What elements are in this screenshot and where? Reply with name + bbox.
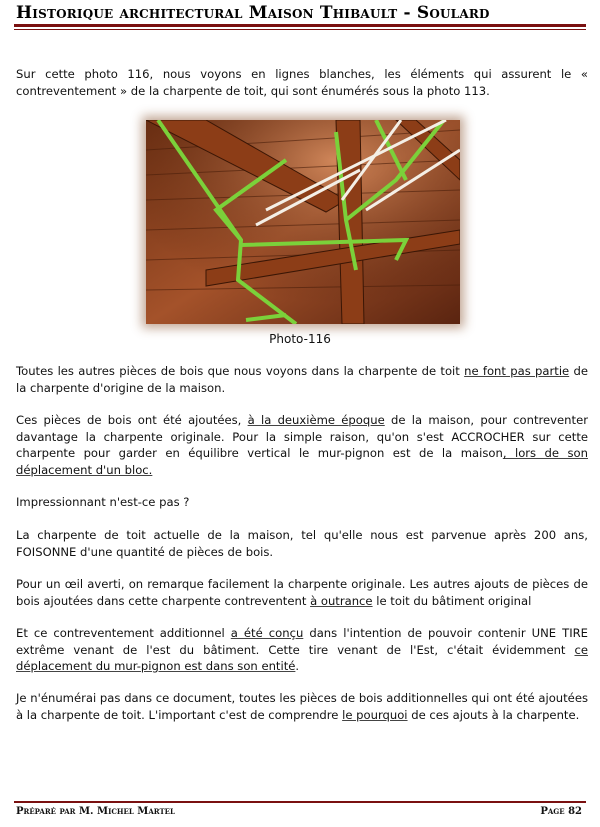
p5-text-a: Pour un œil averti, on remarque facilement la charpente originale. Les autres ajouts de pièces de bois ajoutées dans cette charpente contreventent — [16, 577, 588, 608]
paragraph-6 — [16, 625, 588, 675]
p7-text-a: Je n'énumérai pas dans ce document, toutes les pièces de bois additionnelles qui ont été ajoutées à la charpente de toit. L'important c'est de comprendre — [16, 691, 588, 722]
p2-underline-2: , lors de son déplacement d'un bloc. — [16, 446, 588, 477]
paragraph-5 — [16, 576, 588, 609]
intro-paragraph: Sur cette photo 116, nous voyons en lignes blanches, les éléments qui assurent le « contreventement » de la charpente de toit, qui sont énumérés sous la photo 113. — [16, 67, 588, 98]
p2-text-a: Ces pièces de bois ont été ajoutées, — [16, 413, 248, 427]
photo-caption: Photo-116 — [269, 332, 331, 346]
page-header-title: Historique architectural Maison Thibault - Soulard — [16, 3, 490, 23]
p7-text-b: de ces ajouts à la charpente. — [407, 707, 580, 722]
footer-author: Préparé par M. Michel Martel — [16, 806, 175, 817]
paragraph-1 — [16, 363, 588, 396]
paragraph-4: La charpente de toit actuelle de la maison, tel qu'elle nous est parvenue après 200 ans, FOISONNE d'une quantité de pièces de bois. — [16, 528, 588, 559]
roof-frame-photo — [146, 120, 460, 324]
p6-text-c: . — [295, 659, 300, 673]
p2-text-b: de la maison, pour contreventer davantage la charpente originale. Pour la simple raison, qu'on s'est ACCROCHER sur cette charpente pour garder en équilibre vertical le mur-pignon est de la maison — [16, 413, 588, 460]
p6-text-a: Et ce contreventement additionnel — [16, 626, 231, 640]
footer-rule — [14, 801, 586, 803]
p5-underline: à outrance — [310, 593, 373, 608]
header-rule-thin — [14, 29, 586, 30]
p6-underline-2: ce déplacement du mur-pignon est dans son entité — [16, 642, 588, 673]
paragraph-3: Impressionnant n'est-ce pas ? — [16, 495, 190, 509]
footer-page-number: Page 82 — [540, 806, 582, 817]
p6-text-b: dans l'intention de pouvoir contenir UNE TIRE extrême venant de l'est du bâtiment. Cette tire venant de l'Est, c'était évidemment — [16, 626, 589, 657]
p1-text-b: de la charpente d'origine de la maison. — [16, 364, 588, 395]
p1-text-a: Toutes les autres pièces de bois que nous voyons dans la charpente de toit — [16, 364, 465, 378]
p5-text-b: le toit du bâtiment original — [372, 593, 532, 608]
header-rule — [14, 24, 586, 27]
p1-underline: ne font pas partie — [464, 364, 570, 378]
paragraph-2 — [16, 412, 588, 478]
p6-underline-1: a été conçu — [230, 626, 304, 640]
p2-underline-1: à la deuxième époque — [247, 413, 385, 427]
paragraph-7 — [16, 690, 588, 723]
p7-underline: le pourquoi — [342, 707, 408, 722]
photo-116 — [146, 120, 460, 324]
